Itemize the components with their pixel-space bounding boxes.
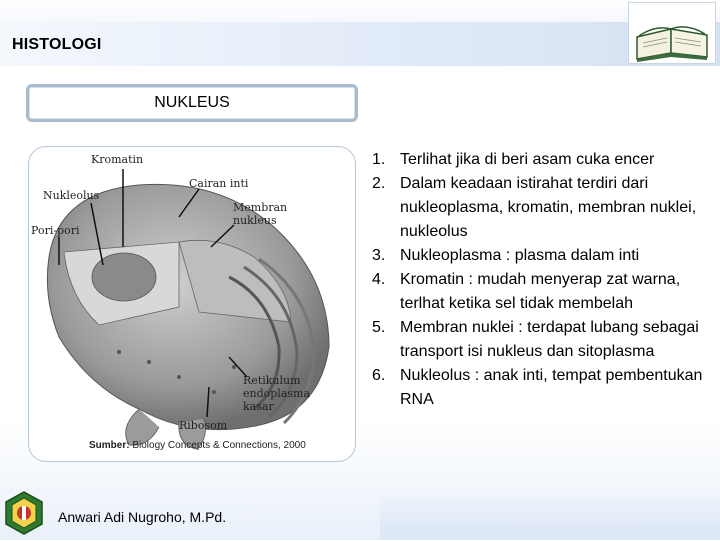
list-number: 6. <box>372 367 386 384</box>
label-membran-nukleus: Membran nukleus <box>233 201 288 227</box>
list-item <box>372 148 708 172</box>
label-cairan-inti: Cairan inti <box>189 177 249 190</box>
footer-bar <box>380 490 720 540</box>
label-kromatin: Kromatin <box>91 153 144 166</box>
list-number: 1. <box>372 151 386 168</box>
list-item <box>372 244 708 268</box>
nucleus-figure <box>28 146 356 462</box>
label-nukleolus: Nukleolus <box>43 189 100 202</box>
list-number: 5. <box>372 319 386 336</box>
list-item <box>372 364 708 412</box>
book-image <box>628 2 716 64</box>
topic-label: NUKLEUS <box>154 94 230 111</box>
list-text: Membran nuklei : terdapat lubang sebagai transport isi nukleus dan sitoplasma <box>400 319 699 360</box>
topic-box <box>26 84 358 122</box>
list-item <box>372 172 708 244</box>
list-text: Nukleoplasma : plasma dalam inti <box>400 247 640 264</box>
list-item <box>372 268 708 316</box>
open-book-icon <box>629 3 715 63</box>
source-label: Sumber: <box>89 440 130 451</box>
figure-source <box>89 440 306 451</box>
label-retikulum: Retikulum endoplasma kasar <box>243 374 311 413</box>
label-ribosom: Ribosom <box>179 419 228 432</box>
institution-logo-icon <box>2 490 46 536</box>
list-item <box>372 316 708 364</box>
list-number: 4. <box>372 271 386 288</box>
source-text: Biology Concepts & Connections, 2000 <box>132 440 306 451</box>
nucleus-points-list <box>372 148 708 412</box>
list-text: Dalam keadaan istirahat terdiri dari nukleoplasma, kromatin, membran nuklei, nukleolus <box>400 175 697 240</box>
slide-title: HISTOLOGI <box>12 36 102 53</box>
footer-author: Anwari Adi Nugroho, M.Pd. <box>58 509 227 525</box>
list-text: Terlihat jika di beri asam cuka encer <box>400 151 655 168</box>
label-pori: Pori-pori <box>31 224 80 237</box>
list-text: Kromatin : mudah menyerap zat warna, terlhat ketika sel tidak membelah <box>400 271 681 312</box>
list-number: 3. <box>372 247 386 264</box>
list-text: Nukleolus : anak inti, tempat pembentukan RNA <box>400 367 703 408</box>
list-number: 2. <box>372 175 386 192</box>
header-band <box>0 22 720 66</box>
institution-logo <box>2 490 46 536</box>
